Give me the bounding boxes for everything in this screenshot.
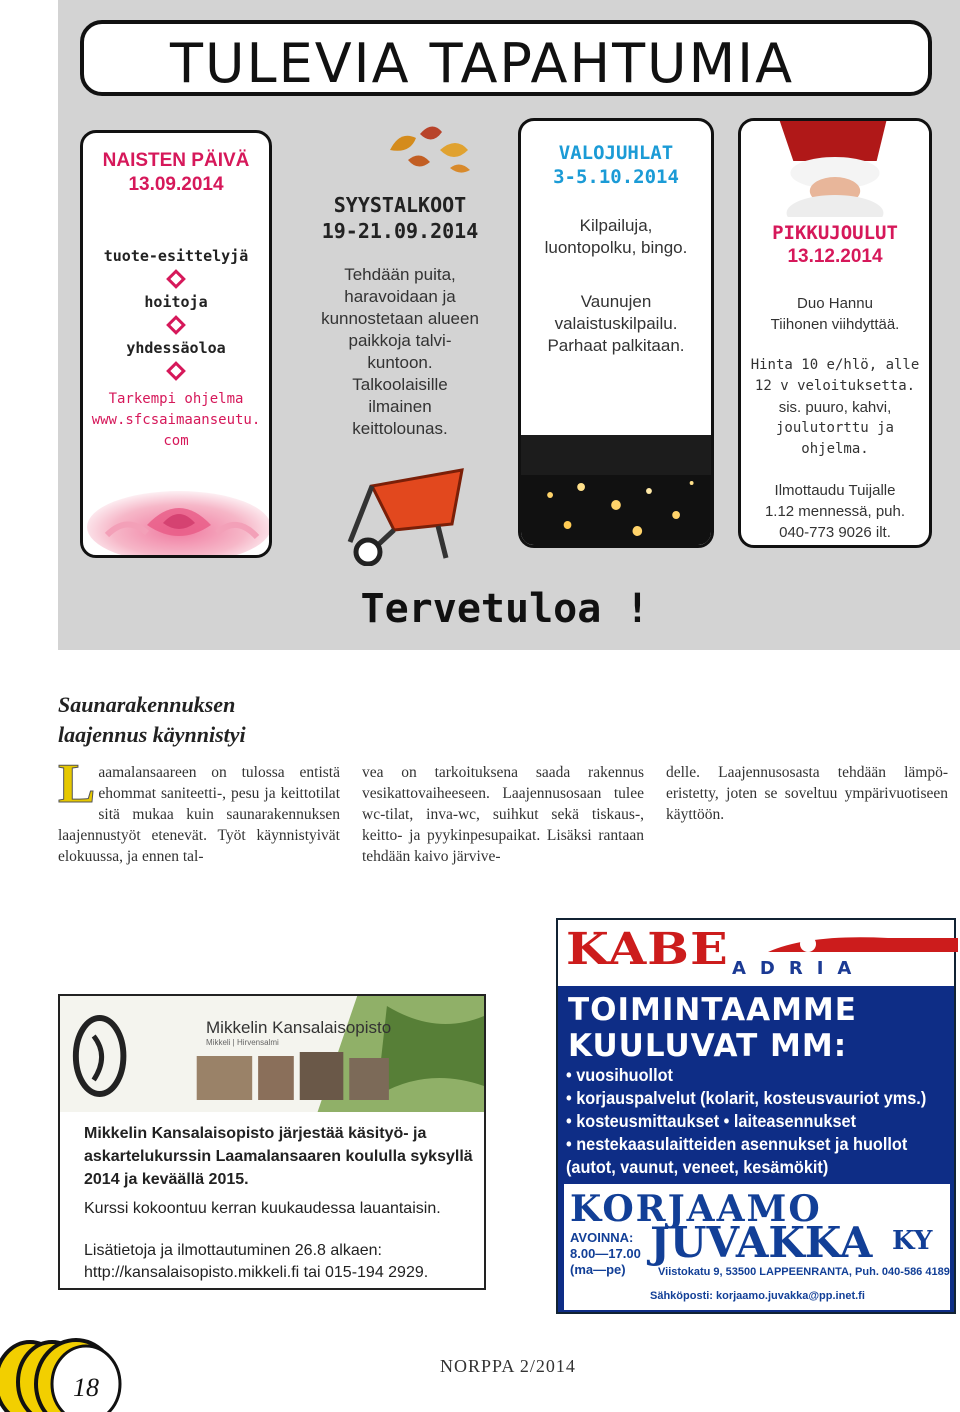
candlelight-photo bbox=[521, 435, 711, 548]
event-description: Duo Hannu Tiihonen viihdyttää. Hinta 10 e/hlö, alle 12 v veloituksetta. sis. puuro, kahvi, joulutorttu ja ohjelma. Ilmottaudu Tuijalle 1.12 mennessä, puh. 040-773 9026 ilt. bbox=[750, 295, 920, 541]
company-name-1: KORJAAMO bbox=[570, 1188, 822, 1230]
diamond-bullet-icon bbox=[166, 315, 186, 335]
company-address: Viistokatu 9, 53500 LAPPEENRANTA, Puh. 040-586 4189 bbox=[658, 1266, 950, 1278]
event-description: Kilpailuja, luontopolku, bingo. bbox=[544, 216, 688, 257]
ad-logo-name: Mikkelin Kansalaisopisto bbox=[206, 1018, 392, 1037]
more-info bbox=[83, 389, 269, 452]
company-name-3: KY bbox=[892, 1226, 933, 1256]
event-title: PIKKUJOULUT bbox=[772, 222, 898, 244]
article-column-1 bbox=[58, 753, 340, 867]
event-title: NAISTEN PÄIVÄ bbox=[102, 150, 250, 171]
page-number-badge bbox=[0, 1320, 140, 1412]
event-date: 3-5.10.2014 bbox=[553, 166, 679, 188]
company-box bbox=[564, 1184, 950, 1310]
ad-contact[interactable]: Lisätietoja ja ilmottautuminen 26.8 alkaen: http://kansalaisopisto.mikkeli.fi tai 015-194 2929. bbox=[84, 1242, 429, 1281]
autumn-leaves-image bbox=[380, 120, 476, 176]
ad-lead: Mikkelin Kansalaisopisto järjestää käsityö- ja askartelukurssin Laamalansaaren koululla syksyllä 2014 ja keväällä 2015. bbox=[84, 1125, 473, 1188]
article-text: vea on tarkoituksena saada rakennus vesikattovaiheeseen. Laajennusosaan tulee wc-tilat, inva-wc, suihkut sekä tiskaus-, keitto- ja pyykinpesupaikat. Lisäksi rantaan tehdään kaivo järvive- bbox=[362, 764, 644, 865]
event-item: hoitoja bbox=[144, 293, 208, 311]
event-title: VALOJUHLAT bbox=[558, 142, 674, 164]
service-item: • vuosihuollot bbox=[566, 1065, 673, 1085]
ad-schedule: Kurssi kokoontuu kerran kuukaudessa lauantaisin. bbox=[84, 1200, 441, 1217]
event-date: 19-21.09.2014 bbox=[321, 219, 479, 243]
event-item: tuote-esittelyjä bbox=[103, 247, 249, 265]
ad-mikkeli-kansalaisopisto bbox=[58, 994, 486, 1290]
article-text: delle. Laajennusosasta tehdään lämpöeristetty, joten se soveltuu ympärivuotiseen käyttöön. bbox=[666, 764, 948, 823]
ad-headline: TOIMINTAAMME KUULUVAT MM: bbox=[568, 992, 857, 1064]
event-card-syystalkoot bbox=[302, 120, 498, 568]
service-item: • nestekaasulaitteiden asennukset ja huollot bbox=[566, 1134, 908, 1154]
event-items bbox=[83, 245, 269, 452]
kabe-logo: KABE bbox=[566, 924, 729, 975]
ad-brand-bar bbox=[558, 920, 954, 986]
company-email[interactable]: Sähköposti: korjaamo.juvakka@pp.inet.fi bbox=[650, 1290, 865, 1302]
service-item: • kosteusmittaukset • laiteasennukset bbox=[566, 1111, 857, 1131]
more-info-link[interactable]: www.sfcsaimaanseutu. bbox=[91, 412, 261, 428]
event-card-naisten-paiva bbox=[80, 130, 272, 558]
wheelbarrow-image bbox=[342, 446, 472, 566]
ad-banner-image bbox=[60, 996, 484, 1112]
ad-logo-sub: Mikkeli | Hirvensalmi bbox=[206, 1038, 279, 1047]
page-title-box bbox=[80, 20, 932, 96]
service-item: (autot, vaunut, veneet, kesämökit) bbox=[566, 1157, 829, 1177]
opening-days: (ma—pe) bbox=[570, 1262, 626, 1277]
article-column-3 bbox=[666, 762, 948, 825]
article-column-2 bbox=[362, 762, 644, 867]
event-card-valojuhlat bbox=[518, 118, 714, 548]
diamond-bullet-icon bbox=[166, 269, 186, 289]
event-card-pikkujoulut bbox=[738, 118, 932, 548]
drop-cap: L bbox=[58, 753, 96, 815]
event-date: 13.09.2014 bbox=[128, 174, 224, 195]
article-text: aamalansaareen on tulossa entistä ehommat saniteetti-, pesu ja keittotilat sitä mukaa kuin saunarakennuksen laajennustyöt etenevät. Työt käynnistyivät elokuussa, ja ennen tal- bbox=[58, 764, 340, 865]
more-info-link-end[interactable]: com bbox=[163, 433, 189, 449]
adria-swoosh-icon bbox=[768, 930, 958, 954]
event-item: yhdessäoloa bbox=[126, 339, 226, 357]
more-info-line: Tarkempi ohjelma bbox=[108, 391, 244, 407]
event-date: 13.12.2014 bbox=[787, 246, 883, 267]
diamond-bullet-icon bbox=[166, 361, 186, 381]
adria-logo: ADRIA bbox=[732, 958, 866, 979]
santa-photo bbox=[741, 121, 929, 217]
company-name-2: JUVAKKA bbox=[650, 1218, 873, 1267]
page-number: 18 bbox=[73, 1373, 99, 1402]
event-description-2: Vaunujen valaistuskilpailu. Parhaat palkitaan. bbox=[547, 292, 685, 355]
opening-hours: 8.00—17.00 bbox=[570, 1246, 641, 1261]
event-title: SYYSTALKOOT bbox=[333, 193, 467, 217]
opening-label: AVOINNA: bbox=[570, 1230, 634, 1245]
services-list bbox=[566, 1064, 956, 1179]
publication-name: NORPPA 2/2014 bbox=[440, 1356, 576, 1376]
welcome-text: Tervetuloa ! bbox=[360, 586, 650, 632]
article-title: Saunarakennuksen laajennus käynnistyi bbox=[58, 692, 246, 747]
page-title: TULEVIA TAPAHTUMIA bbox=[170, 32, 795, 95]
event-description: Tehdään puita, haravoidaan ja kunnostetaan alueen paikkoja talvi- kuntoon. Talkoolaisille ilmainen keittolounas. bbox=[321, 265, 479, 438]
service-item: • korjauspalvelut (kolarit, kosteusvauriot yms.) bbox=[566, 1088, 927, 1108]
ad-kabe-adria bbox=[556, 918, 956, 1314]
rose-image bbox=[87, 475, 271, 555]
